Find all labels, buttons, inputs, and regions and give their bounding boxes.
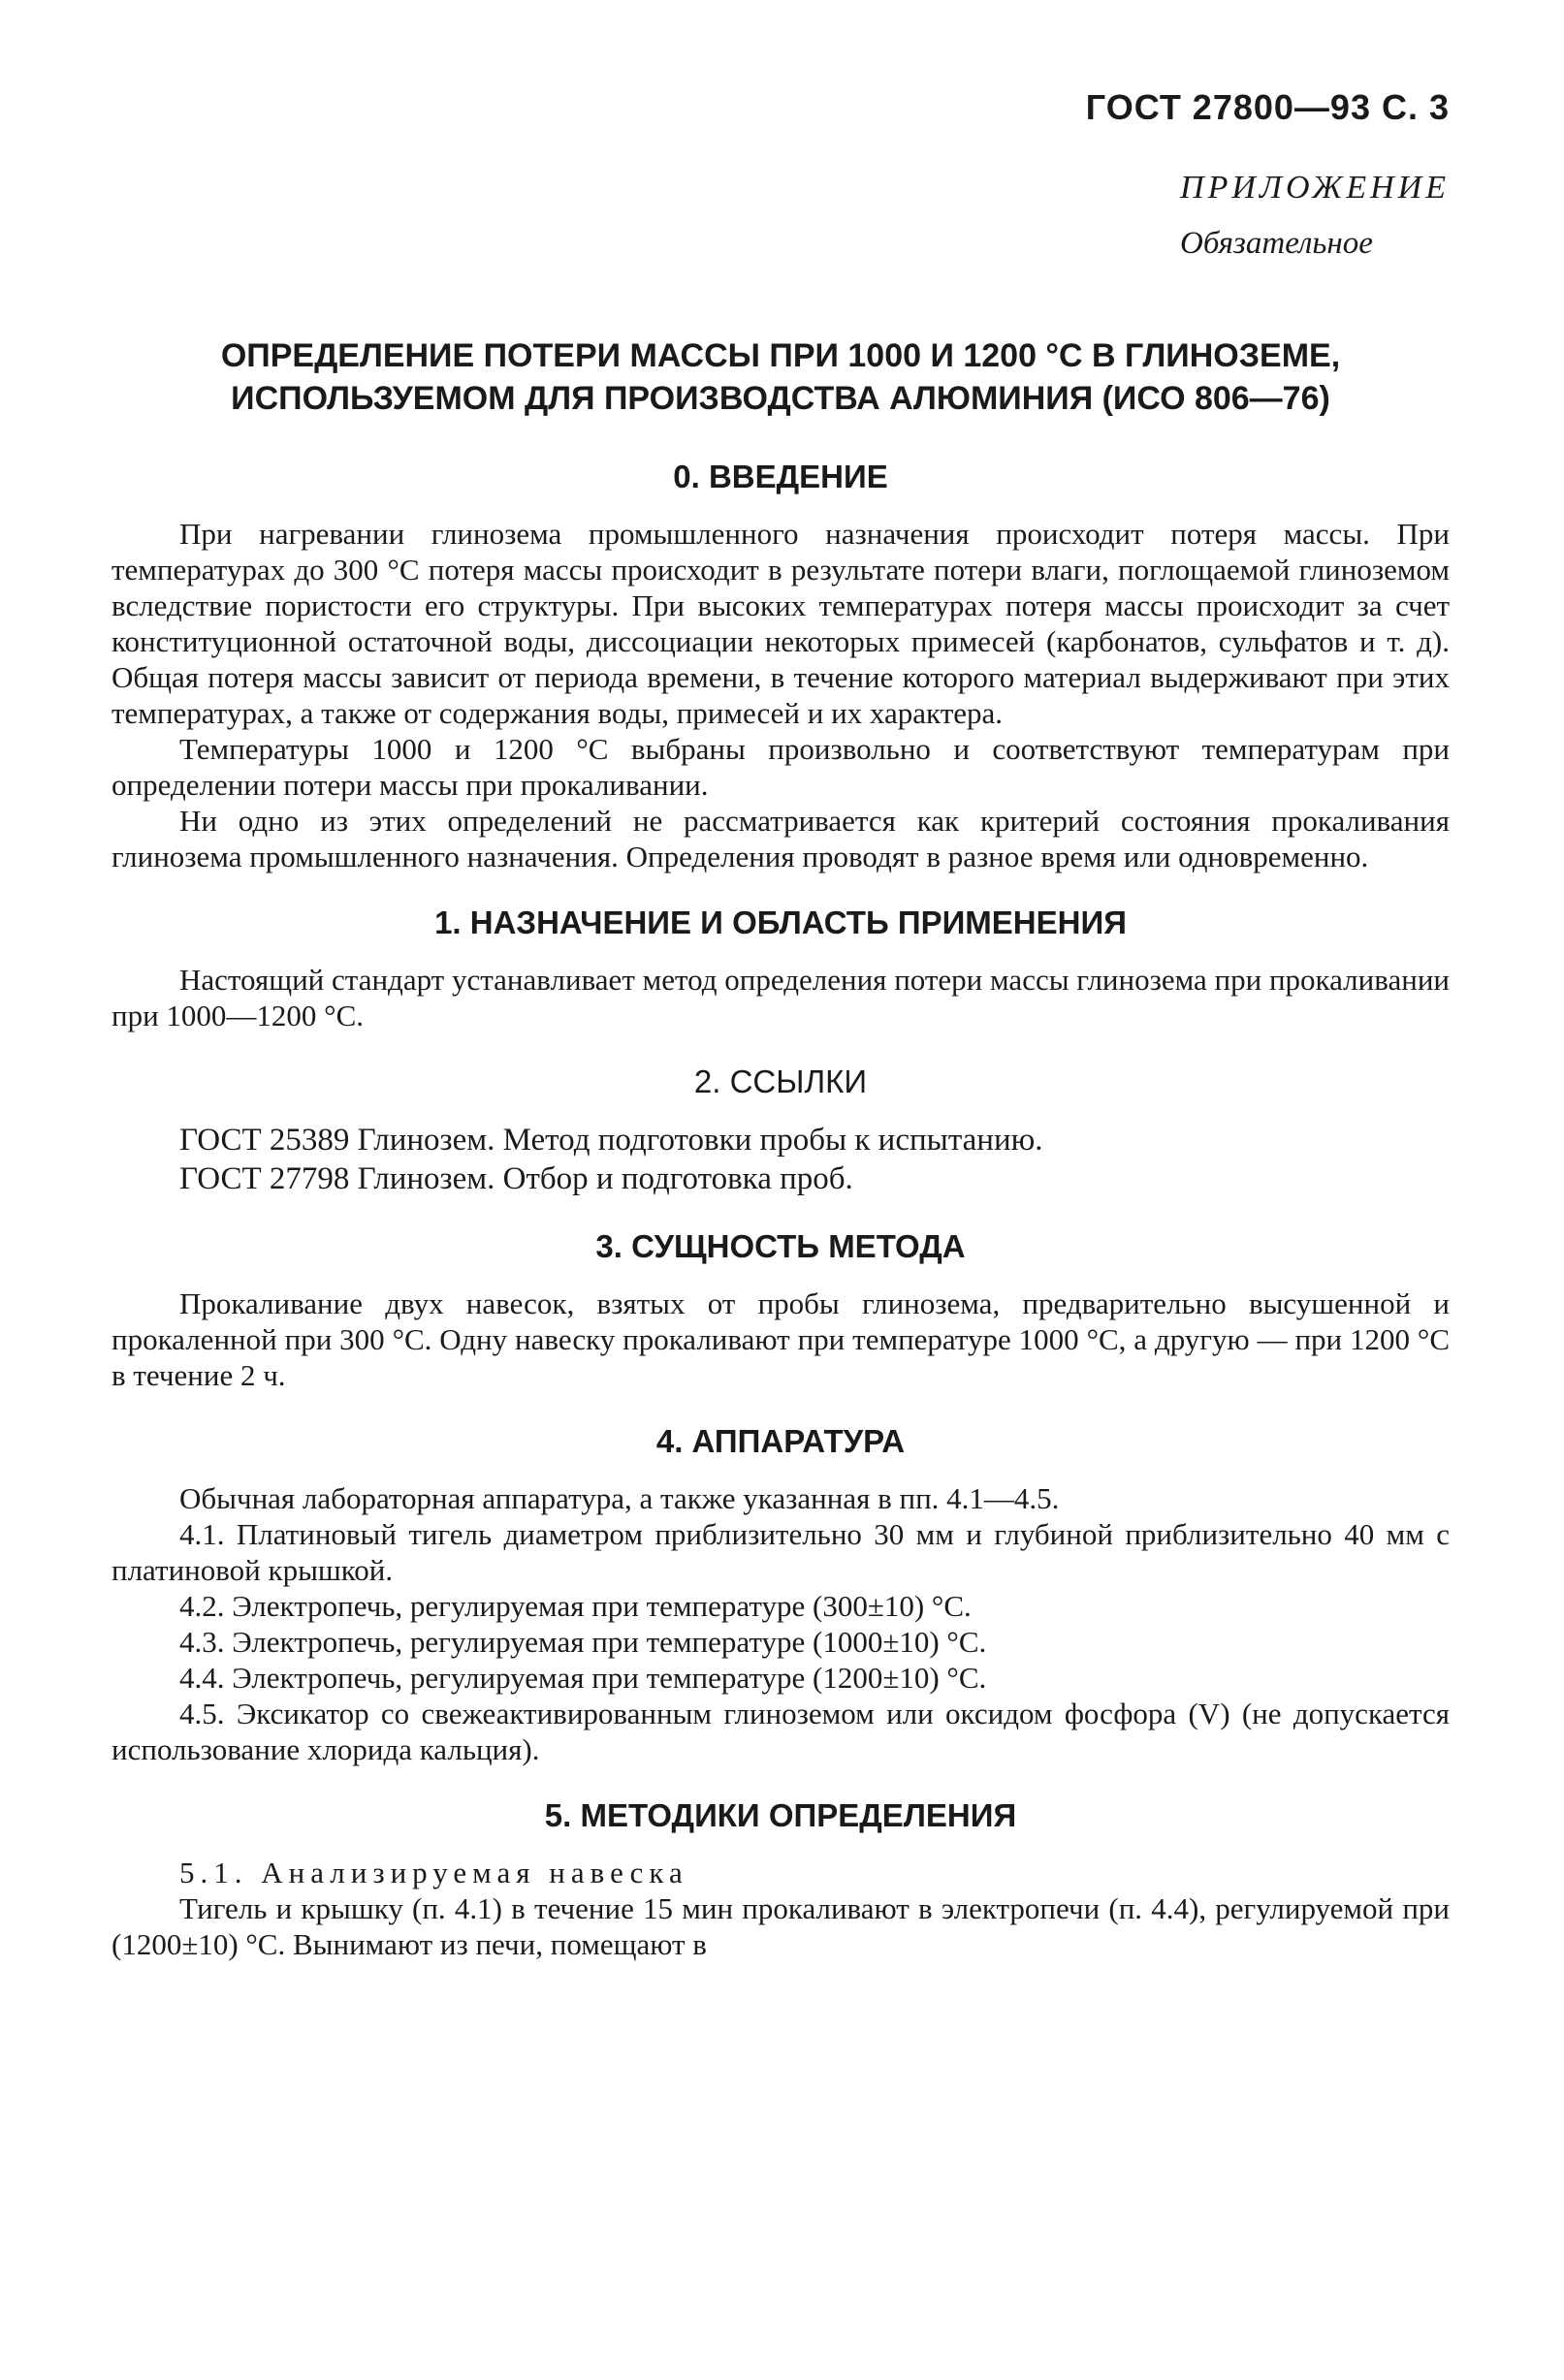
document-title-line-2: ИСПОЛЬЗУЕМОМ ДЛЯ ПРОИЗВОДСТВА АЛЮМИНИЯ (ИСО 806—76) [231,380,1330,417]
apparatus-item-4-2: 4.2. Электропечь, регулируемая при температуре (300±10) °С. [179,1589,972,1623]
section-4-intro: Обычная лабораторная аппаратура, а также указанная в пп. 4.1—4.5. [179,1481,1060,1515]
section-3-heading: 3. СУЩНОСТЬ МЕТОДА [595,1228,966,1264]
section-0-paragraph-1: При нагревании глинозема промышленного назначения происходит потеря массы. При температурах до 300 °С потеря массы происходит в результате потери влаги, поглощаемой глиноземом вследствие пористости его структуры. При высоких температурах потеря массы происходит за счет конституционной остаточной воды, диссоциации некоторых примесей (карбонатов, сульфатов и т. д). Общая потеря массы зависит от периода времени, в течение которого материал выдерживают при этих температурах, а также от содержания воды, примесей и их характера. [112,517,1450,730]
apparatus-item-4-5: 4.5. Эксикатор со свежеактивированным глиноземом или оксидом фосфора (V) (не допускается использование хлорида кальция). [112,1697,1450,1766]
section-5-paragraph-1: Тигель и крышку (п. 4.1) в течение 15 мин прокаливают в электропечи (п. 4.4), регулируемой при (1200±10) °С. Вынимают из печи, помещают в [112,1891,1450,1961]
section-5-heading: 5. МЕТОДИКИ ОПРЕДЕЛЕНИЯ [544,1797,1017,1833]
reference-gost-25389: ГОСТ 25389 Глинозем. Метод подготовки пробы к испытанию. [179,1123,1043,1158]
document-title [112,334,1450,420]
section-2-heading: 2. ССЫЛКИ [693,1063,868,1099]
section-3-paragraph-1: Прокаливание двух навесок, взятых от пробы глинозема, предварительно высушенной и прокаленной при 300 °С. Одну навеску прокаливают при температуре 1000 °С, а другую — при 1200 °С в течение 2 ч. [112,1286,1450,1392]
section-0-heading: 0. ВВЕДЕНИЕ [673,459,888,494]
apparatus-item-4-3: 4.3. Электропечь, регулируемая при температуре (1000±10) °С. [179,1625,987,1659]
appendix-block [1180,170,1450,262]
section-1-paragraph-1: Настоящий стандарт устанавливает метод определения потери массы глинозема при прокаливании при 1000—1200 °С. [112,963,1450,1032]
document-body [112,456,1450,1962]
section-1-heading: 1. НАЗНАЧЕНИЕ И ОБЛАСТЬ ПРИМЕНЕНИЯ [434,904,1127,940]
section-0-paragraph-3: Ни одно из этих определений не рассматривается как критерий состояния прокаливания глинозема промышленного назначения. Определения проводят в разное время или одновременно. [112,804,1450,873]
apparatus-item-4-1: 4.1. Платиновый тигель диаметром приблизительно 30 мм и глубиной приблизительно 40 мм с платиновой крышкой. [112,1517,1450,1587]
document-title-line-1: ОПРЕДЕЛЕНИЕ ПОТЕРИ МАССЫ ПРИ 1000 И 1200 °С В ГЛИНОЗЕМЕ, [220,337,1341,374]
appendix-label: ПРИЛОЖЕНИЕ [1180,170,1450,206]
section-4-heading: 4. АППАРАТУРА [655,1423,906,1459]
appendix-status: Обязательное [1180,226,1373,261]
reference-gost-27798: ГОСТ 27798 Глинозем. Отбор и подготовка проб. [179,1161,853,1196]
subsection-5-1-heading: 5.1. Анализируемая навеска [179,1856,688,1889]
standard-page-reference: ГОСТ 27800—93 С. 3 [1085,87,1450,127]
section-0-paragraph-2: Температуры 1000 и 1200 °С выбраны произвольно и соответствуют температурам при определении потери массы при прокаливании. [112,732,1450,802]
apparatus-item-4-4: 4.4. Электропечь, регулируемая при температуре (1200±10) °С. [179,1661,987,1695]
